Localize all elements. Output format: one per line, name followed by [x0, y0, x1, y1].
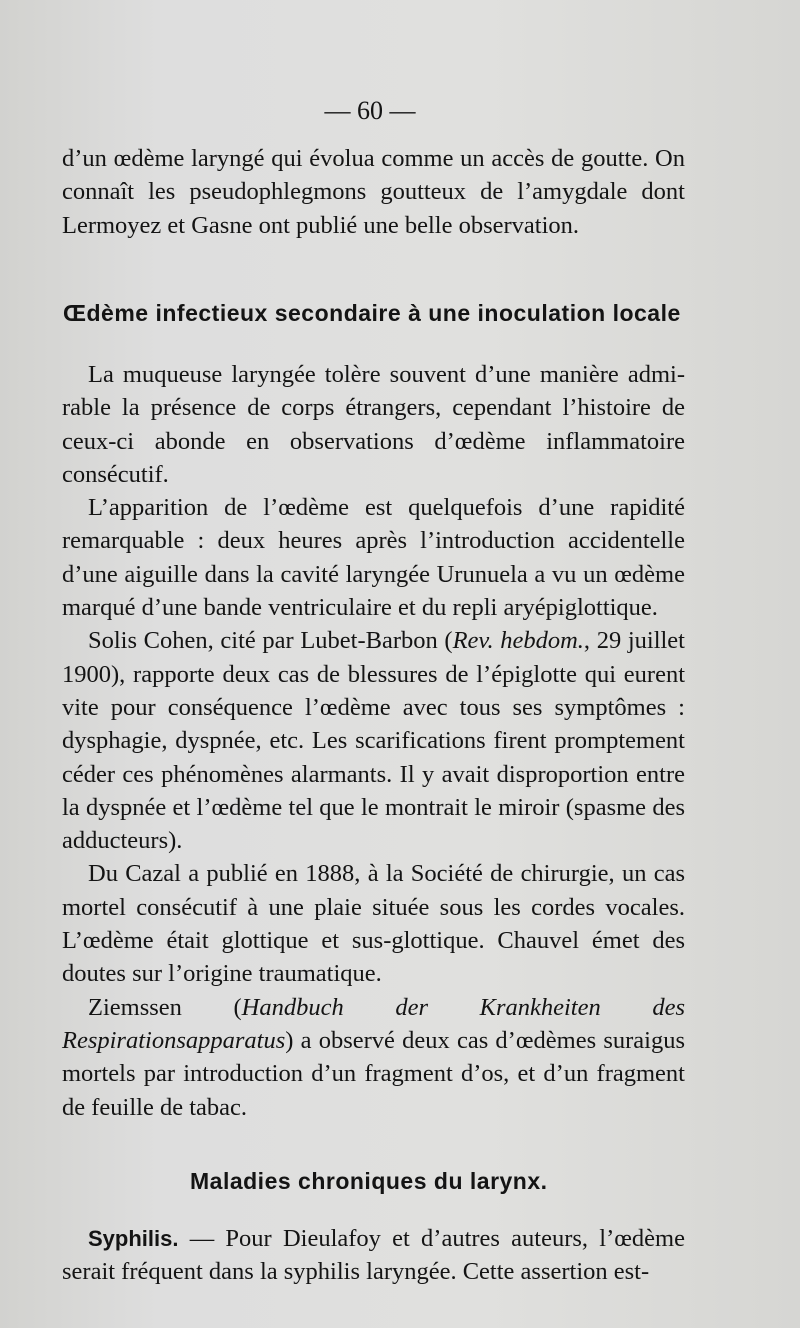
section-body: [62, 358, 685, 1124]
book-title: Handbuch der Krankheiten des Respirationsapparatus: [62, 993, 685, 1054]
section-heading: Maladies chroniques du larynx.: [190, 1168, 548, 1194]
section-heading-block: [63, 300, 686, 327]
paragraph: [62, 991, 685, 1124]
paragraph: d’un œdème laryngé qui évolua comme un accès de goutte. On connaît les pseudophlegmons goutteux de l’amygdale dont Lermoyez et Gasne ont publié une belle observation.: [62, 145, 685, 239]
paragraph: L’apparition de l’œdème est quelquefois d’une rapidité remarquable : deux heures après l’introduction accidentelle d’une aiguille dans la cavité laryngée Urunuela a vu un œdème marqué d’une bande ventriculaire et du repli aryépiglottique.: [62, 494, 685, 622]
text: ) a observé deux cas d’œdèmes suraigus mortels par introduction d’un fragment d’os, et d’un fragment de feuille de tabac.: [62, 1026, 685, 1121]
text: — Pour Dieulafoy et d’autres auteurs, l’œdème serait fréquent dans la syphilis laryngée. Cette assertion est-: [62, 1225, 685, 1286]
paragraph: [62, 1222, 685, 1289]
text: Solis Cohen, cité par Lubet-Barbon (: [88, 627, 453, 655]
page-number: — 60 —: [324, 96, 416, 125]
journal-title: Rev. hebdom.: [452, 627, 584, 655]
section-heading-block: [190, 1168, 650, 1195]
paragraph: [62, 624, 685, 857]
text: , 29 juillet 1900), rapporte deux cas de blessures de l’épiglotte qui eurent vite pour conséquence l’œdème avec tous ses symptômes : dysphagie, dyspnée, etc. Les scarifications firent promptement céder ces phénomènes alarmants. Il y avait disproportion entre la dyspnée et l’œdème tel que le montrait le miroir (spasme des adducteurs).: [62, 627, 685, 855]
intro-block: [62, 142, 685, 242]
section-body: [62, 1222, 685, 1289]
paragraph: La muqueuse laryngée tolère souvent d’une manière admirable la présence de corps étrangers, cependant l’histoire de ceux-ci abonde en observations d’œdème inflammatoire consécutif.: [62, 361, 685, 488]
text: Ziemssen (: [88, 993, 242, 1021]
paragraph: Du Cazal a publié en 1888, à la Société de chirurgie, un cas mortel consécutif à une plaie située sous les cordes vocales. L’œdème était glottique et sus-glottique. Chauvel émet des doutes sur l’origine traumatique.: [62, 860, 685, 988]
section-heading: Œdème infectieux secondaire à une inoculation locale: [63, 300, 681, 326]
run-in-heading: Syphilis.: [88, 1226, 179, 1251]
